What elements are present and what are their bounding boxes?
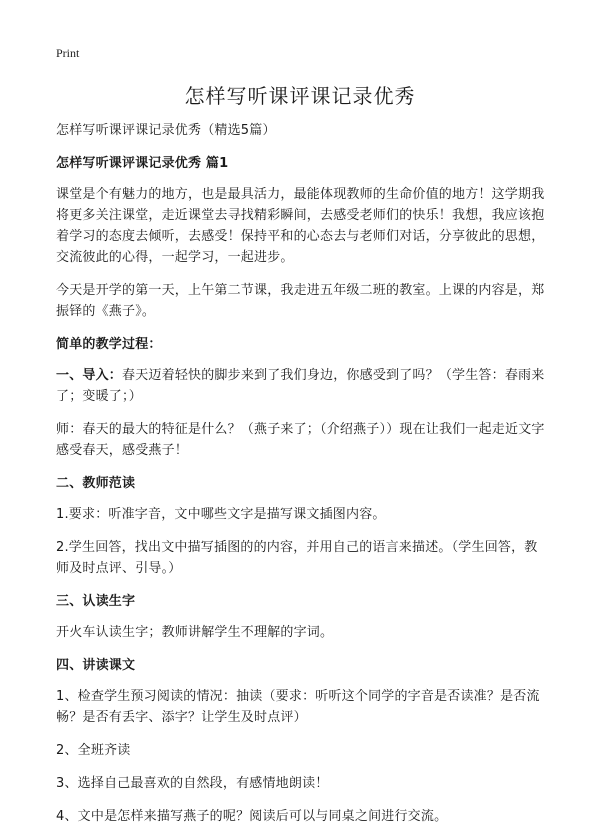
section2-item-1: 1.要求：听准字音，文中哪些文字是描写课文插图内容。 <box>56 507 386 522</box>
section4-item-3: 3、选择自己最喜欢的自然段，有感情地朗读！ <box>56 776 329 791</box>
lead-in-paragraph <box>56 365 550 407</box>
print-link[interactable]: Print <box>56 46 80 60</box>
intro-paragraph: 课堂是个有魅力的地方，也是最具活力，最能体现教师的生命价值的地方！这学期我将更多关注课堂，走近课堂去寻找精彩瞬间，去感受老师们的快乐！我想，我应该抱着学习的态度去倾听，去感受！保持平和的心态去与老师们对话，分享彼此的思想，交流彼此的心得，一起学习，一起进步。 <box>56 187 545 265</box>
lead-in-text: 春天迈着轻快的脚步来到了我们身边，你感受到了吗？（学生答：春雨来了；变暖了；） <box>56 368 545 404</box>
lead-in-label: 一、导入： <box>56 368 123 383</box>
section4-item-2: 2、全班齐读 <box>56 743 131 758</box>
document-subtitle: 怎样写听课评课记录优秀（精选5篇） <box>56 123 276 138</box>
page-title: 怎样写听课评课记录优秀 <box>184 84 416 108</box>
opening-paragraph: 今天是开学的第一天，上午第二节课，我走进五年级二班的教室。上课的内容是，郑振铎的《燕子》。 <box>56 283 545 319</box>
process-heading: 简单的教学过程： <box>56 337 162 352</box>
section4-item-1: 1、检查学生预习阅读的情况：抽读（要求：听听这个同学的字音是否读准？是否流畅？是否有丢字、添字？让学生及时点评） <box>56 689 540 725</box>
section4-item-4: 4、文中是怎样来描写燕子的呢？阅读后可以与同桌之间进行交流。 <box>56 809 448 824</box>
section2-item-2: 2.学生回答，找出文中描写插图的的内容，并用自己的语言来描述。（学生回答，教师及时点评、引导。） <box>56 540 538 576</box>
section4-heading: 四、讲读课文 <box>56 658 136 673</box>
document-body <box>56 120 550 839</box>
teacher-question-paragraph: 师：春天的最大的特征是什么？（燕子来了；（介绍燕子））现在让我们一起走近文字感受春天，感受燕子！ <box>56 422 545 458</box>
section3-text: 开火车认读生字；教师讲解学生不理解的字词。 <box>56 625 334 640</box>
section3-heading: 三、认读生字 <box>56 594 136 609</box>
section-title: 怎样写听课评课记录优秀 篇1 <box>56 156 229 171</box>
section2-heading: 二、教师范读 <box>56 476 136 491</box>
